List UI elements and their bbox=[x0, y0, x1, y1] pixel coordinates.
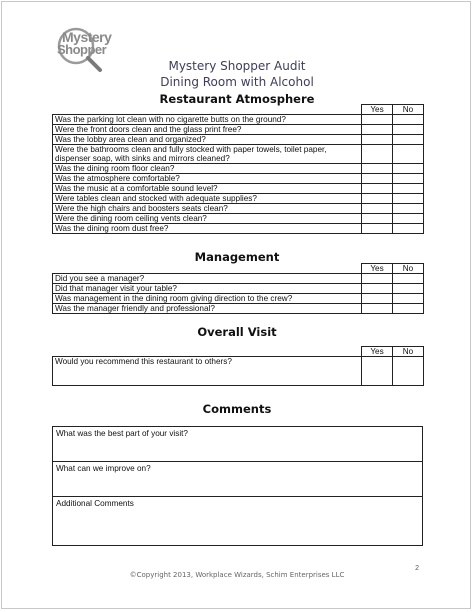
yes-cell[interactable] bbox=[362, 145, 393, 164]
no-cell[interactable] bbox=[393, 284, 424, 294]
question-text: Were tables clean and stocked with adequate supplies? bbox=[53, 194, 362, 204]
comment-prompt[interactable]: What was the best part of your visit? bbox=[53, 427, 423, 462]
yes-column-header: Yes bbox=[362, 347, 393, 357]
table-header-row bbox=[53, 347, 424, 357]
question-text: Was the music at a comfortable sound level? bbox=[53, 184, 362, 194]
table-row bbox=[53, 214, 424, 224]
section-heading-atmosphere: Restaurant Atmosphere bbox=[159, 92, 315, 106]
yes-cell[interactable] bbox=[362, 184, 393, 194]
table-row bbox=[53, 357, 424, 386]
table-row bbox=[53, 294, 424, 304]
table-row bbox=[53, 184, 424, 194]
yes-cell[interactable] bbox=[362, 224, 393, 234]
yes-column-header: Yes bbox=[362, 264, 393, 274]
comment-row bbox=[53, 427, 423, 462]
comments-table bbox=[52, 426, 423, 546]
comment-row bbox=[53, 462, 423, 497]
yes-cell[interactable] bbox=[362, 164, 393, 174]
table-header-row bbox=[53, 105, 424, 115]
table-row bbox=[53, 115, 424, 125]
table-row bbox=[53, 284, 424, 294]
no-column-header: No bbox=[393, 105, 424, 115]
question-text: Were the dining room ceiling vents clean? bbox=[53, 214, 362, 224]
comment-prompt[interactable]: What can we improve on? bbox=[53, 462, 423, 497]
yes-column-header: Yes bbox=[362, 105, 393, 115]
question-text: Was the dining room floor clean? bbox=[53, 164, 362, 174]
yes-cell[interactable] bbox=[362, 204, 393, 214]
table-row bbox=[53, 224, 424, 234]
section-heading-overall-visit: Overall Visit bbox=[197, 325, 277, 339]
no-cell[interactable] bbox=[393, 125, 424, 135]
no-cell[interactable] bbox=[393, 164, 424, 174]
no-cell[interactable] bbox=[393, 304, 424, 314]
no-cell[interactable] bbox=[393, 135, 424, 145]
no-cell[interactable] bbox=[393, 204, 424, 214]
overall-visit-table bbox=[52, 346, 424, 386]
yes-cell[interactable] bbox=[362, 357, 393, 386]
yes-cell[interactable] bbox=[362, 174, 393, 184]
question-text: Was management in the dining room giving direction to the crew? bbox=[53, 294, 362, 304]
no-cell[interactable] bbox=[393, 214, 424, 224]
question-text: Were the bathrooms clean and fully stocked with paper towels, toilet paper, dispenser soap, with sinks and mirrors cleaned? bbox=[53, 145, 362, 164]
question-text: Was the manager friendly and professional? bbox=[53, 304, 362, 314]
table-header-row bbox=[53, 264, 424, 274]
yes-cell[interactable] bbox=[362, 125, 393, 135]
no-cell[interactable] bbox=[393, 184, 424, 194]
question-text: Did that manager visit your table? bbox=[53, 284, 362, 294]
question-text: Were the front doors clean and the glass print free? bbox=[53, 125, 362, 135]
yes-cell[interactable] bbox=[362, 135, 393, 145]
table-row bbox=[53, 304, 424, 314]
section-heading-comments: Comments bbox=[202, 402, 272, 416]
question-text: Would you recommend this restaurant to others? bbox=[53, 357, 362, 386]
no-cell[interactable] bbox=[393, 357, 424, 386]
yes-cell[interactable] bbox=[362, 214, 393, 224]
question-text: Did you see a manager? bbox=[53, 274, 362, 284]
no-column-header: No bbox=[393, 347, 424, 357]
comment-row bbox=[53, 497, 423, 546]
yes-cell[interactable] bbox=[362, 304, 393, 314]
table-row bbox=[53, 274, 424, 284]
question-text: Was the dining room dust free? bbox=[53, 224, 362, 234]
yes-cell[interactable] bbox=[362, 115, 393, 125]
document-title: Mystery Shopper Audit bbox=[168, 59, 306, 73]
table-row bbox=[53, 135, 424, 145]
table-row bbox=[53, 125, 424, 135]
question-text: Was the lobby area clean and organized? bbox=[53, 135, 362, 145]
section-heading-management: Management bbox=[194, 250, 280, 264]
yes-cell[interactable] bbox=[362, 294, 393, 304]
question-text: Was the atmosphere comfortable? bbox=[53, 174, 362, 184]
management-table bbox=[52, 263, 424, 314]
no-cell[interactable] bbox=[393, 224, 424, 234]
yes-cell[interactable] bbox=[362, 284, 393, 294]
document-subtitle: Dining Room with Alcohol bbox=[160, 75, 314, 89]
table-row bbox=[53, 194, 424, 204]
table-row bbox=[53, 145, 424, 164]
yes-cell[interactable] bbox=[362, 274, 393, 284]
question-text: Was the parking lot clean with no cigarette butts on the ground? bbox=[53, 115, 362, 125]
table-row bbox=[53, 174, 424, 184]
no-column-header: No bbox=[393, 264, 424, 274]
no-cell[interactable] bbox=[393, 174, 424, 184]
no-cell[interactable] bbox=[393, 194, 424, 204]
comment-prompt[interactable]: Additional Comments bbox=[53, 497, 423, 546]
page-number: 2 bbox=[415, 565, 419, 572]
logo-word-mystery: Mystery bbox=[62, 29, 112, 45]
logo-word-shopper: Shopper bbox=[57, 42, 107, 57]
copyright-footer: ©Copyright 2013, Workplace Wizards, Schim Enterprises LLC bbox=[129, 571, 345, 579]
table-row bbox=[53, 204, 424, 214]
no-cell[interactable] bbox=[393, 274, 424, 284]
table-row bbox=[53, 164, 424, 174]
yes-cell[interactable] bbox=[362, 194, 393, 204]
no-cell[interactable] bbox=[393, 294, 424, 304]
no-cell[interactable] bbox=[393, 115, 424, 125]
no-cell[interactable] bbox=[393, 145, 424, 164]
question-text: Were the high chairs and boosters seats clean? bbox=[53, 204, 362, 214]
atmosphere-table bbox=[52, 104, 424, 234]
